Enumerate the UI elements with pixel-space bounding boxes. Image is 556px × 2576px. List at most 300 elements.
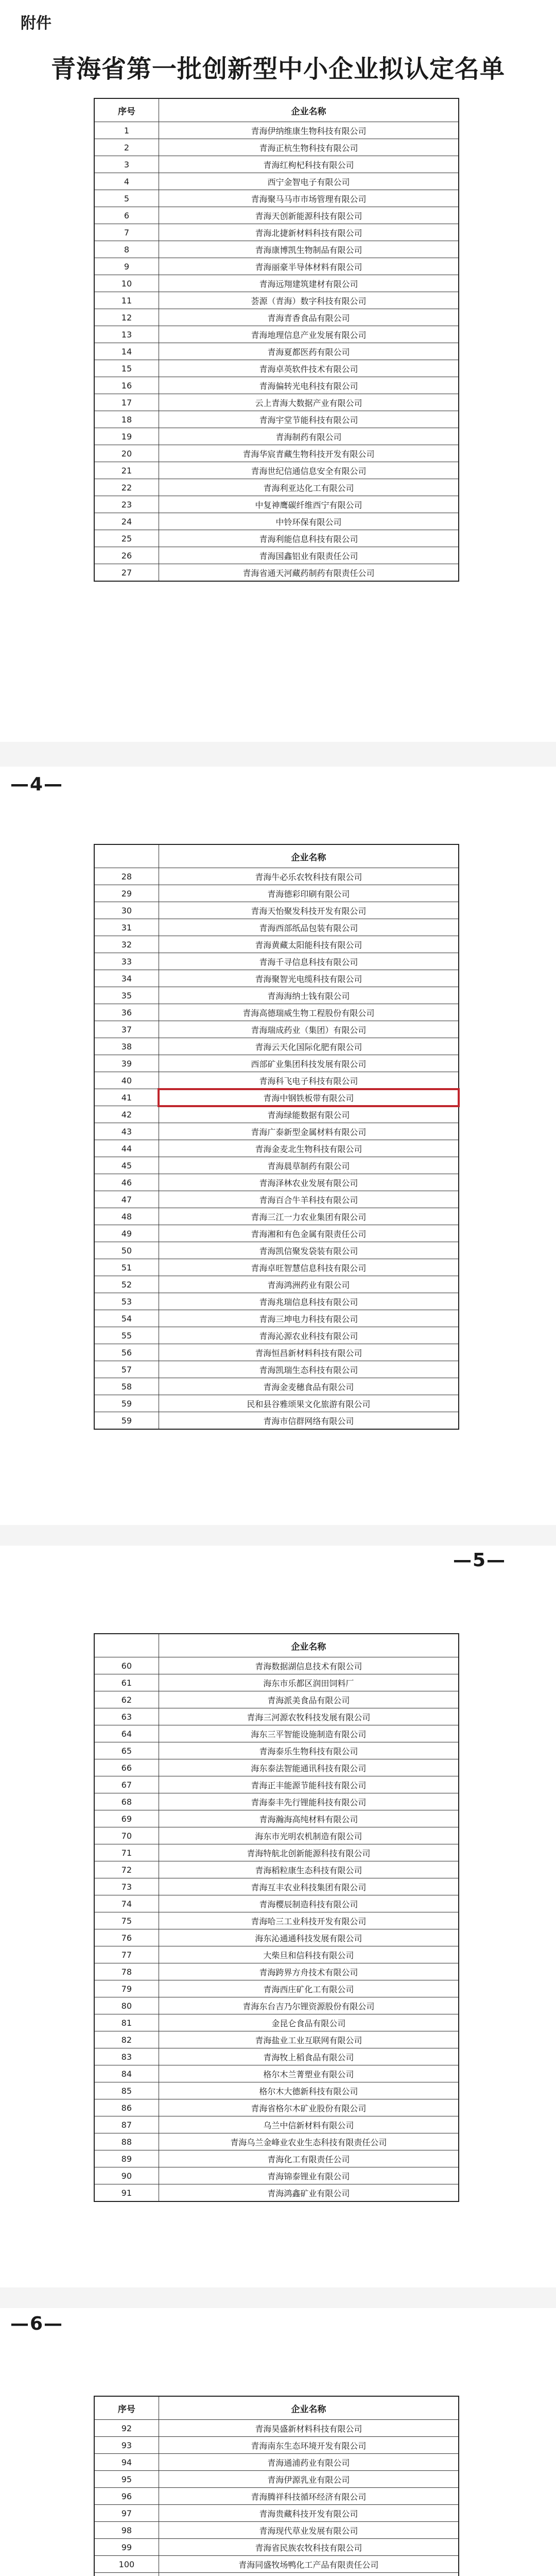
company-name: 青海凯瑞生态科技有限公司 <box>159 1361 459 1378</box>
highlighted-table-row <box>94 1089 459 1106</box>
row-number: 87 <box>94 2116 159 2133</box>
company-name: 青海鸿鑫矿业有限公司 <box>159 2184 459 2202</box>
table-row <box>94 885 459 902</box>
company-name: 青海康博凯生物制品有限公司 <box>159 241 459 258</box>
table-row <box>94 2184 459 2202</box>
header-no: 序号 <box>94 98 159 122</box>
company-name: 青海宇堂节能科技有限公司 <box>159 411 459 428</box>
company-name: 青海西部纸品包装有限公司 <box>159 919 459 936</box>
row-number: 2 <box>94 139 159 156</box>
company-name: 中复神鹰碳纤维西宁有限公司 <box>159 496 459 513</box>
company-name: 青海制药有限公司 <box>159 428 459 445</box>
company-name: 青海偏转光电科技有限公司 <box>159 377 459 394</box>
company-name: 青海省格尔木矿业股份有限公司 <box>159 2099 459 2116</box>
company-name: 西宁金智电子有限公司 <box>159 173 459 190</box>
company-name: 青海卓旺智慧信息科技有限公司 <box>159 1259 459 1276</box>
row-number: 82 <box>94 2031 159 2048</box>
row-number: 60 <box>94 1657 159 1674</box>
row-number: 75 <box>94 1912 159 1929</box>
table-row <box>94 1759 459 1776</box>
table-row <box>94 2471 459 2488</box>
table-row <box>94 2488 459 2505</box>
table-row <box>94 1293 459 1310</box>
table-row <box>94 2167 459 2184</box>
table-row <box>94 496 459 513</box>
table-row <box>94 1963 459 1980</box>
row-number: 19 <box>94 428 159 445</box>
table-header <box>94 98 459 122</box>
table-row <box>94 479 459 496</box>
row-number: 41 <box>94 1089 159 1106</box>
row-number: 47 <box>94 1191 159 1208</box>
company-name: 青海地理信息产业发展有限公司 <box>159 326 459 343</box>
company-name: 青海通浦药业有限公司 <box>159 2454 459 2471</box>
table-row <box>94 2031 459 2048</box>
table-row <box>94 868 459 885</box>
row-number: 79 <box>94 1980 159 1997</box>
row-number: 66 <box>94 1759 159 1776</box>
table-row <box>94 953 459 970</box>
company-name: 青海卓英软件技术有限公司 <box>159 360 459 377</box>
table-row <box>94 1174 459 1191</box>
table-header <box>94 2396 459 2420</box>
table-row <box>94 2454 459 2471</box>
table-row <box>94 1776 459 1793</box>
row-number: 64 <box>94 1725 159 1742</box>
table-row <box>94 1395 459 1412</box>
row-number: 22 <box>94 479 159 496</box>
company-name: 青海乌兰金峰业农业生态科技有限责任公司 <box>159 2133 459 2150</box>
company-name: 格尔木兰菁塑业有限公司 <box>159 2065 459 2082</box>
row-number: 56 <box>94 1344 159 1361</box>
company-name: 民和县谷雅颂果文化旅游有限公司 <box>159 1395 459 1412</box>
row-number: 62 <box>94 1691 159 1708</box>
row-number: 6 <box>94 207 159 224</box>
company-name: 青海聚马马市市场管理有限公司 <box>159 190 459 207</box>
table-row <box>94 1827 459 1844</box>
header-name: 企业名称 <box>159 98 459 122</box>
table-row <box>94 1412 459 1430</box>
company-name: 青海瀚海高纯材料有限公司 <box>159 1810 459 1827</box>
company-name: 青海南东生态环境开发有限公司 <box>159 2437 459 2454</box>
company-name: 云上青海大数据产业有限公司 <box>159 394 459 411</box>
table-row <box>94 224 459 241</box>
table-row <box>94 1742 459 1759</box>
row-number: 15 <box>94 360 159 377</box>
table-row <box>94 1208 459 1225</box>
row-number: 81 <box>94 2014 159 2031</box>
table-row <box>94 970 459 987</box>
row-number: 96 <box>94 2488 159 2505</box>
row-number: 50 <box>94 1242 159 1259</box>
table-row <box>94 2420 459 2437</box>
row-number: 8 <box>94 241 159 258</box>
table-row <box>94 564 459 582</box>
row-number: 59 <box>94 1395 159 1412</box>
company-name: 青海天创新能源科技有限公司 <box>159 207 459 224</box>
company-name: 中铃环保有限公司 <box>159 513 459 530</box>
table-row <box>94 1657 459 1674</box>
row-number: 84 <box>94 2065 159 2082</box>
company-table <box>94 844 459 1430</box>
company-name: 青海鸿洲药业有限公司 <box>159 1276 459 1293</box>
company-name: 青海华宸青藏生物科技开发有限公司 <box>159 445 459 462</box>
table-row <box>94 1038 459 1055</box>
table-row <box>94 1708 459 1725</box>
table-row <box>94 258 459 275</box>
table-row <box>94 1327 459 1344</box>
row-number: 45 <box>94 1157 159 1174</box>
document-title: 青海省第一批创新型中小企业拟认定名单 <box>50 55 505 83</box>
row-number: 25 <box>94 530 159 547</box>
company-name: 青海特航北创新能源科技有限公司 <box>159 1844 459 1861</box>
row-number: 54 <box>94 1310 159 1327</box>
table-row <box>94 428 459 445</box>
page-number: —4— <box>10 774 64 795</box>
row-number: 40 <box>94 1072 159 1089</box>
company-name: 海东泰法智能通讯科技有限公司 <box>159 1759 459 1776</box>
document-page-6 <box>0 2308 556 2576</box>
table-row <box>94 1055 459 1072</box>
company-name: 青海伊源乳业有限公司 <box>159 2471 459 2488</box>
table-row <box>94 1310 459 1327</box>
row-number: 80 <box>94 1997 159 2014</box>
company-name: 青海世纪信通信息安全有限公司 <box>159 462 459 479</box>
row-number: 68 <box>94 1793 159 1810</box>
row-number: 42 <box>94 1106 159 1123</box>
table-row <box>94 1123 459 1140</box>
company-name <box>159 2573 459 2576</box>
company-name: 青海夏都医药有限公司 <box>159 343 459 360</box>
table-row <box>94 936 459 953</box>
row-number: 74 <box>94 1895 159 1912</box>
company-name: 海东市光明农机制造有限公司 <box>159 1827 459 1844</box>
company-name: 青海西庄矿化工有限公司 <box>159 1980 459 1997</box>
company-name: 青海千寻信息科技有限公司 <box>159 953 459 970</box>
company-name: 青海稻粒康生态科技有限公司 <box>159 1861 459 1878</box>
row-number: 5 <box>94 190 159 207</box>
row-number: 90 <box>94 2167 159 2184</box>
table-row <box>94 1912 459 1929</box>
company-name: 青海现代草业发展有限公司 <box>159 2522 459 2539</box>
table-row <box>94 2048 459 2065</box>
row-number: 11 <box>94 292 159 309</box>
row-number: 99 <box>94 2539 159 2556</box>
table-row <box>94 462 459 479</box>
company-name: 青海科飞电子科技有限公司 <box>159 1072 459 1089</box>
company-name: 青海锦泰锂业有限公司 <box>159 2167 459 2184</box>
table-row <box>94 1378 459 1395</box>
table-row <box>94 1361 459 1378</box>
attachment-label: 附件 <box>21 14 51 32</box>
company-name: 青海市信群网络有限公司 <box>159 1412 459 1430</box>
row-number: 4 <box>94 173 159 190</box>
row-number: 7 <box>94 224 159 241</box>
company-name: 青海派美食品有限公司 <box>159 1691 459 1708</box>
company-name: 青海晨草制药有限公司 <box>159 1157 459 1174</box>
row-number: 73 <box>94 1878 159 1895</box>
company-name: 青海聚智光电缆科技有限公司 <box>159 970 459 987</box>
table-row <box>94 547 459 564</box>
table-row <box>94 2116 459 2133</box>
page-separator <box>0 2287 556 2308</box>
row-number: 43 <box>94 1123 159 1140</box>
row-number: 44 <box>94 1140 159 1157</box>
table-row <box>94 411 459 428</box>
row-number: 67 <box>94 1776 159 1793</box>
company-name: 青海盐业工业互联网有限公司 <box>159 2031 459 2048</box>
company-name: 青海黄藏太阳能科技有限公司 <box>159 936 459 953</box>
row-number: 18 <box>94 411 159 428</box>
table-row <box>94 2556 459 2573</box>
row-number: 51 <box>94 1259 159 1276</box>
row-number: 17 <box>94 394 159 411</box>
table-row <box>94 1691 459 1708</box>
table-row <box>94 513 459 530</box>
row-number: 95 <box>94 2471 159 2488</box>
table-row <box>94 1810 459 1827</box>
company-name: 青海恒昌新材料科技有限公司 <box>159 1344 459 1361</box>
company-name: 青海牛必乐农牧科技有限公司 <box>159 868 459 885</box>
company-name: 青海广泰新型金属材料有限公司 <box>159 1123 459 1140</box>
table-row <box>94 2065 459 2082</box>
company-name: 青海数据湖信息技术有限公司 <box>159 1657 459 1674</box>
company-name: 青海海纳士钱有限公司 <box>159 987 459 1004</box>
table-row <box>94 394 459 411</box>
company-name: 青海省民族农牧科技有限公司 <box>159 2539 459 2556</box>
table-row <box>94 919 459 936</box>
row-number: 86 <box>94 2099 159 2116</box>
row-number: 34 <box>94 970 159 987</box>
row-number: 93 <box>94 2437 159 2454</box>
company-name: 青海泽林农业发展有限公司 <box>159 1174 459 1191</box>
table-row <box>94 1844 459 1861</box>
row-number: 98 <box>94 2522 159 2539</box>
company-name: 青海正丰能源节能科技有限公司 <box>159 1776 459 1793</box>
company-name: 青海天怡聚发科技开发有限公司 <box>159 902 459 919</box>
company-name: 青海利能信息科技有限公司 <box>159 530 459 547</box>
row-number: 100 <box>94 2556 159 2573</box>
table-row <box>94 275 459 292</box>
table-row <box>94 1276 459 1293</box>
table-row <box>94 1157 459 1174</box>
row-number: 30 <box>94 902 159 919</box>
table-row <box>94 173 459 190</box>
row-number: 63 <box>94 1708 159 1725</box>
table-row <box>94 1191 459 1208</box>
table-row <box>94 1929 459 1946</box>
company-name: 青海红枸杞科技有限公司 <box>159 156 459 173</box>
company-name: 青海化工有限责任公司 <box>159 2150 459 2167</box>
table-row <box>94 902 459 919</box>
row-number: 14 <box>94 343 159 360</box>
row-number: 13 <box>94 326 159 343</box>
table-row <box>94 1242 459 1259</box>
company-name: 青海绿能数据有限公司 <box>159 1106 459 1123</box>
table-row <box>94 360 459 377</box>
row-number <box>94 2573 159 2576</box>
table-row <box>94 2150 459 2167</box>
table-row <box>94 530 459 547</box>
document-page-4 <box>0 767 556 1525</box>
company-name: 青海腾祥科技循环经济有限公司 <box>159 2488 459 2505</box>
company-name: 青海云天化国际化肥有限公司 <box>159 1038 459 1055</box>
company-name: 青海国鑫铝业有限责任公司 <box>159 547 459 564</box>
header-no: 序号 <box>94 2396 159 2420</box>
company-name: 大柴旦和信科技有限公司 <box>159 1946 459 1963</box>
row-number: 83 <box>94 2048 159 2065</box>
row-number: 38 <box>94 1038 159 1055</box>
company-name: 乌兰中信新材料有限公司 <box>159 2116 459 2133</box>
row-number: 37 <box>94 1021 159 1038</box>
company-name: 青海三河源农牧科技发展有限公司 <box>159 1708 459 1725</box>
row-number: 39 <box>94 1055 159 1072</box>
row-number: 77 <box>94 1946 159 1963</box>
company-name: 海东沁通通科技发展有限公司 <box>159 1929 459 1946</box>
row-number: 26 <box>94 547 159 564</box>
table-row <box>94 207 459 224</box>
table-row <box>94 1140 459 1157</box>
row-number: 49 <box>94 1225 159 1242</box>
table-row <box>94 139 459 156</box>
row-number: 57 <box>94 1361 159 1378</box>
table-row <box>94 2437 459 2454</box>
table-row <box>94 156 459 173</box>
table-row <box>94 2522 459 2539</box>
table-row <box>94 2099 459 2116</box>
company-name: 青海高德瑞威生物工程股份有限公司 <box>159 1004 459 1021</box>
table-row <box>94 190 459 207</box>
company-name: 青海远翔建筑建材有限公司 <box>159 275 459 292</box>
company-name: 青海百合牛羊科技有限公司 <box>159 1191 459 1208</box>
company-name: 青海东台吉乃尔锂资源股份有限公司 <box>159 1997 459 2014</box>
company-name: 青海丽豪半导体材料有限公司 <box>159 258 459 275</box>
row-number: 52 <box>94 1276 159 1293</box>
table-row <box>94 987 459 1004</box>
row-number: 28 <box>94 868 159 885</box>
row-number: 33 <box>94 953 159 970</box>
table-row <box>94 326 459 343</box>
table-row <box>94 377 459 394</box>
table-row <box>94 1259 459 1276</box>
row-number: 27 <box>94 564 159 582</box>
row-number: 88 <box>94 2133 159 2150</box>
header-name: 企业名称 <box>159 844 459 868</box>
company-name: 青海跨界方舟技术有限公司 <box>159 1963 459 1980</box>
header-name: 企业名称 <box>159 1634 459 1657</box>
row-number: 29 <box>94 885 159 902</box>
company-name: 金昆仑食品有限公司 <box>159 2014 459 2031</box>
company-name: 青海青香食品有限公司 <box>159 309 459 326</box>
page-separator <box>0 742 556 767</box>
row-number: 23 <box>94 496 159 513</box>
table-row <box>94 2539 459 2556</box>
row-number: 76 <box>94 1929 159 1946</box>
row-number: 78 <box>94 1963 159 1980</box>
company-name: 青海沁源农业科技有限公司 <box>159 1327 459 1344</box>
table-row <box>94 241 459 258</box>
company-name: 青海凯信聚发袋装有限公司 <box>159 1242 459 1259</box>
company-table <box>94 1633 459 2202</box>
company-name: 青海三坤电力科技有限公司 <box>159 1310 459 1327</box>
company-name: 青海金麦北生物科技有限公司 <box>159 1140 459 1157</box>
row-number: 58 <box>94 1378 159 1395</box>
company-name: 青海泰乐生物科技有限公司 <box>159 1742 459 1759</box>
page-separator <box>0 1525 556 1546</box>
company-name: 青海德彩印刷有限公司 <box>159 885 459 902</box>
company-name: 青海北捷新材料科技有限公司 <box>159 224 459 241</box>
row-number: 32 <box>94 936 159 953</box>
table-row <box>94 1725 459 1742</box>
company-name: 青海樱辰制造科技有限公司 <box>159 1895 459 1912</box>
company-name: 青海湘和有色金属有限责任公司 <box>159 1225 459 1242</box>
company-name: 青海贵藏科技开发有限公司 <box>159 2505 459 2522</box>
page-number: —6— <box>10 2313 64 2334</box>
table-row <box>94 309 459 326</box>
table-row <box>94 1225 459 1242</box>
row-number: 53 <box>94 1293 159 1310</box>
page-number: —5— <box>453 1550 507 1571</box>
table-row <box>94 1997 459 2014</box>
row-number: 16 <box>94 377 159 394</box>
table-row <box>94 1946 459 1963</box>
company-name: 青海三江一力农业集团有限公司 <box>159 1208 459 1225</box>
table-row <box>94 2014 459 2031</box>
header-no <box>94 844 159 868</box>
company-name: 荟源（青海）数字科技有限公司 <box>159 292 459 309</box>
row-number: 35 <box>94 987 159 1004</box>
table-row <box>94 1106 459 1123</box>
row-number: 10 <box>94 275 159 292</box>
row-number: 24 <box>94 513 159 530</box>
table-row <box>94 1793 459 1810</box>
table-row <box>94 1021 459 1038</box>
row-number: 55 <box>94 1327 159 1344</box>
company-name: 青海利亚达化工有限公司 <box>159 479 459 496</box>
table-row <box>94 1878 459 1895</box>
row-number: 31 <box>94 919 159 936</box>
row-number: 46 <box>94 1174 159 1191</box>
table-row <box>94 122 459 139</box>
document-page-1 <box>0 0 556 742</box>
company-name: 青海兆瑞信息科技有限公司 <box>159 1293 459 1310</box>
company-name: 青海牧上稻食品有限公司 <box>159 2048 459 2065</box>
company-name: 青海泰丰先行锂能科技有限公司 <box>159 1793 459 1810</box>
company-name: 青海伊纳维康生物科技有限公司 <box>159 122 459 139</box>
company-name: 海东市乐都区润田饲料厂 <box>159 1674 459 1691</box>
table-row <box>94 2505 459 2522</box>
table-row <box>94 2133 459 2150</box>
table-row <box>94 1004 459 1021</box>
row-number: 61 <box>94 1674 159 1691</box>
table-row <box>94 292 459 309</box>
table-row <box>94 1980 459 1997</box>
row-number: 59 <box>94 1412 159 1430</box>
row-number: 1 <box>94 122 159 139</box>
row-number: 69 <box>94 1810 159 1827</box>
row-number: 48 <box>94 1208 159 1225</box>
table-row <box>94 343 459 360</box>
header-no <box>94 1634 159 1657</box>
row-number: 12 <box>94 309 159 326</box>
table-row <box>94 1895 459 1912</box>
row-number: 20 <box>94 445 159 462</box>
row-number: 85 <box>94 2082 159 2099</box>
company-table <box>94 98 459 582</box>
table-header <box>94 1634 459 1657</box>
row-number: 72 <box>94 1861 159 1878</box>
company-name: 青海同盛牧场鸭化工产品有限责任公司 <box>159 2556 459 2573</box>
